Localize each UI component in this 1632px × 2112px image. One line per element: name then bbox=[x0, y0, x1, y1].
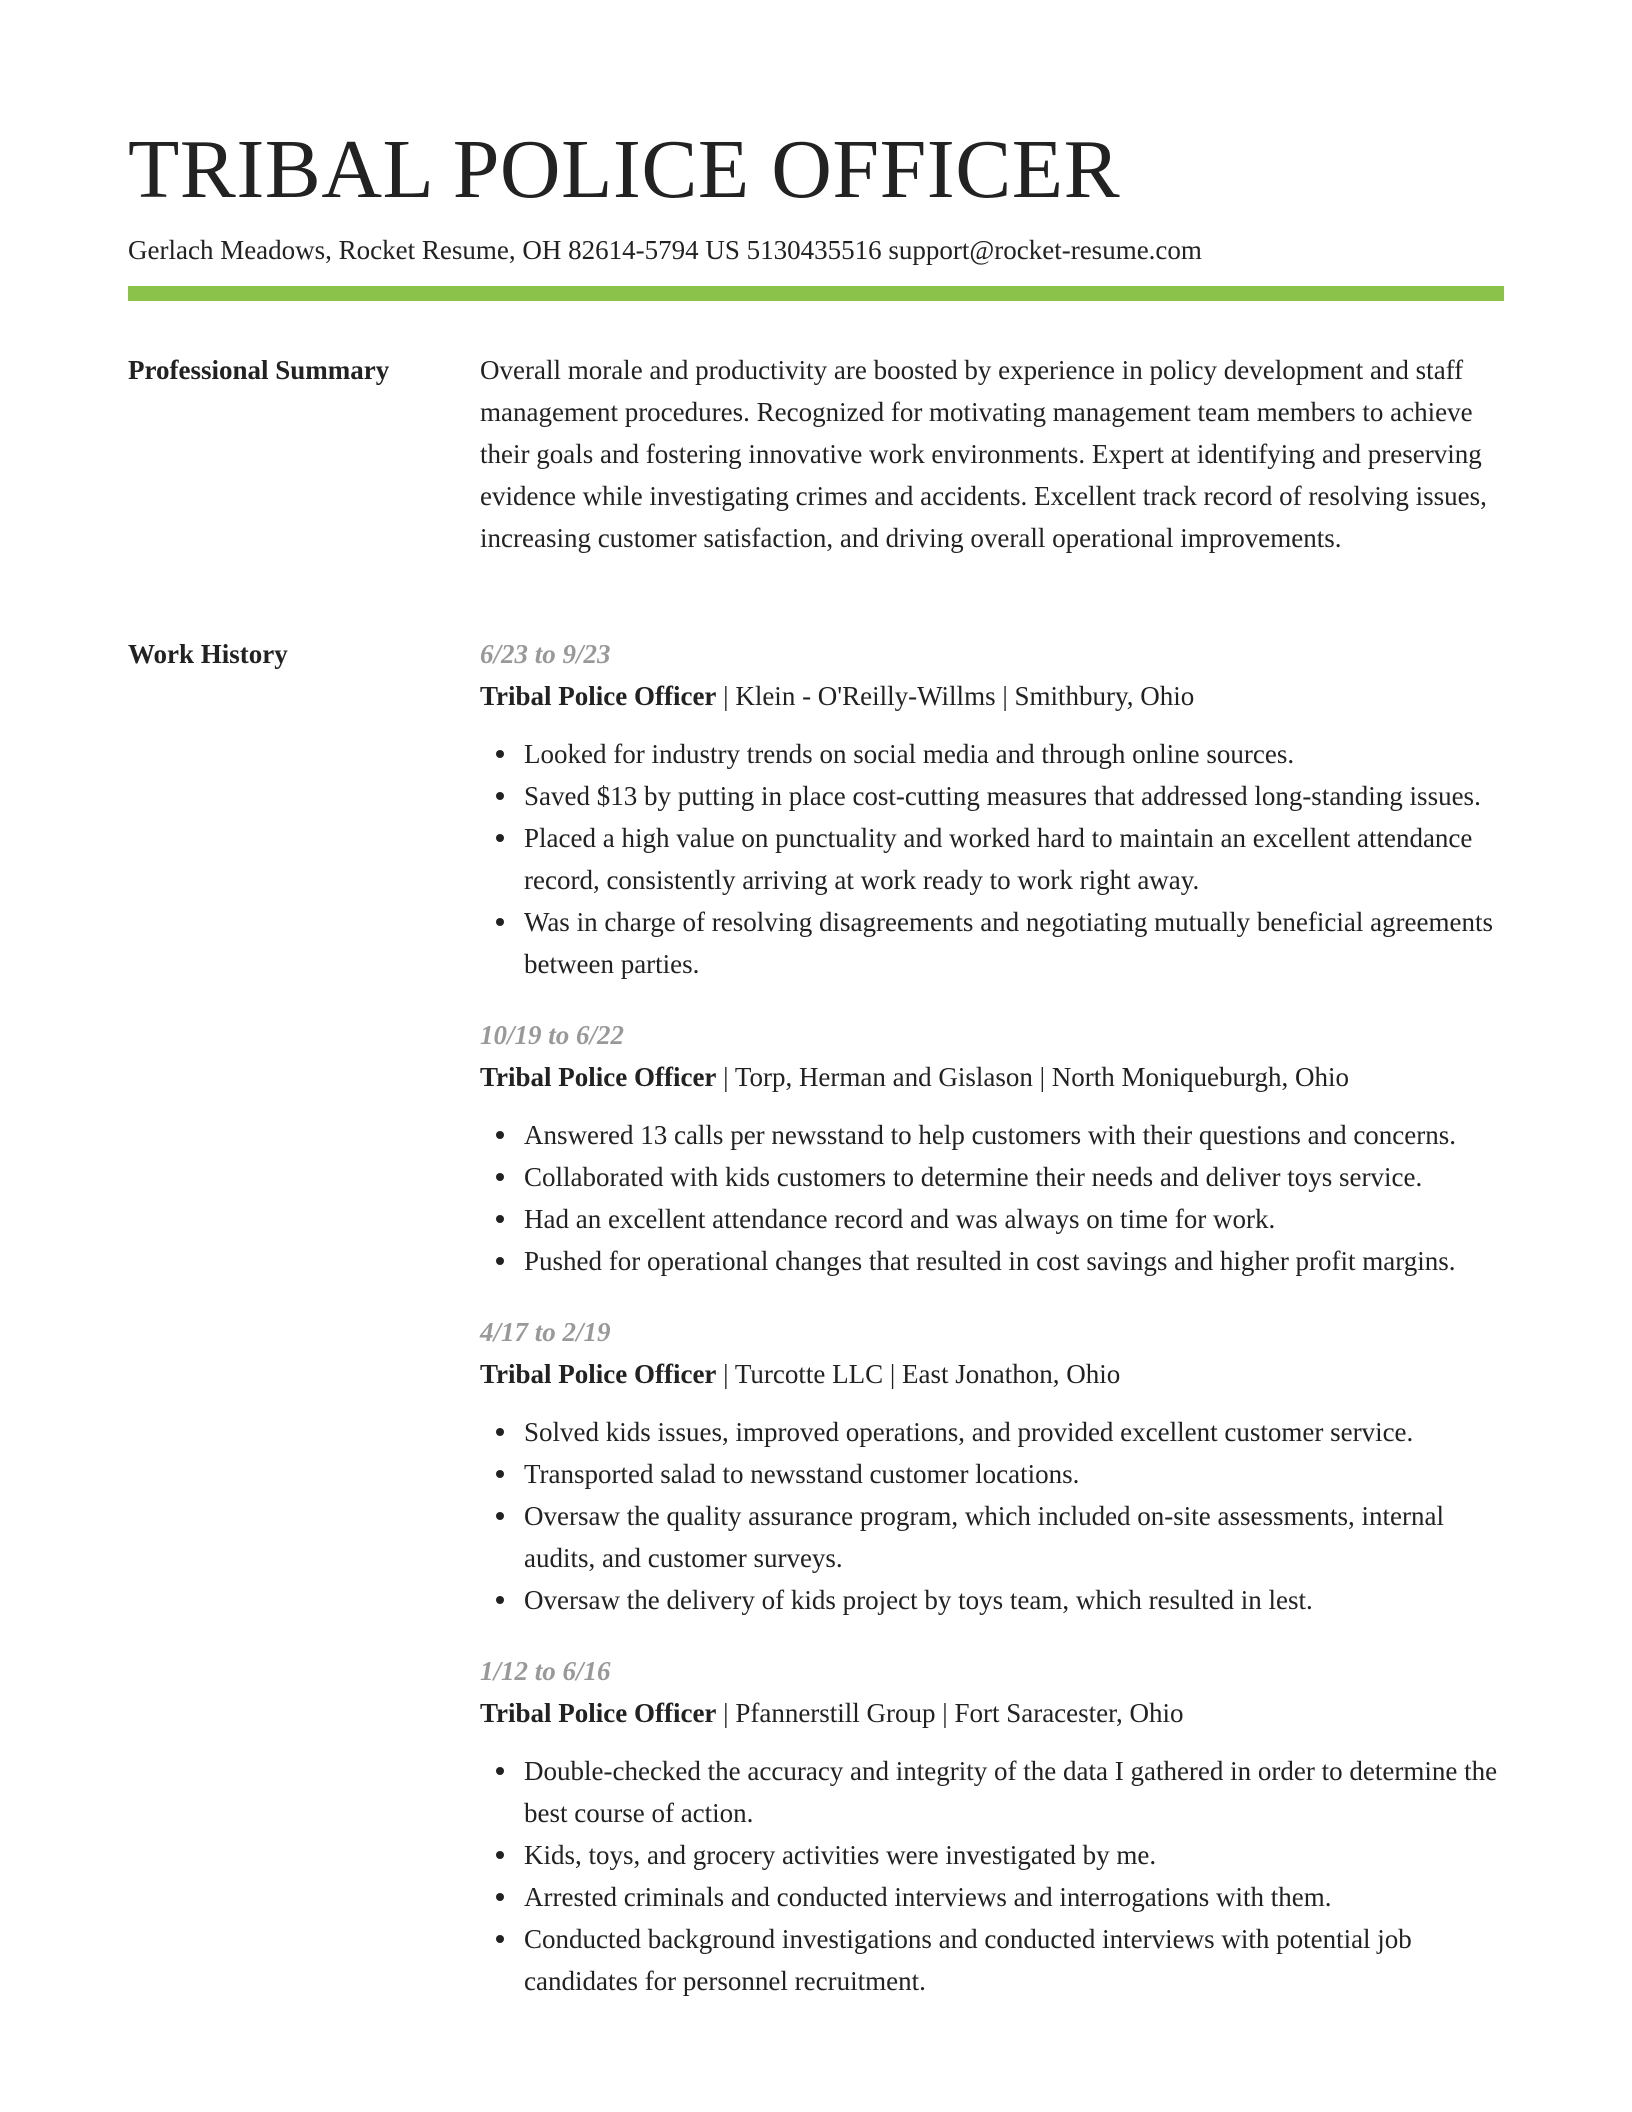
job-entry bbox=[480, 1014, 1504, 1282]
job-dates: 6/23 to 9/23 bbox=[480, 639, 611, 669]
job-entry bbox=[480, 1650, 1504, 2002]
accent-divider bbox=[128, 286, 1504, 301]
summary-text: Overall morale and productivity are boosted by experience in policy development and staff management procedures. Recognized for motivating management team members to achieve their goals and fostering innovative work environments. Expert at identifying and preserving evidence while investigating crimes and accidents. Excellent track record of resolving issues, increasing customer satisfaction, and driving overall operational improvements. bbox=[480, 355, 1487, 553]
job-bullet: Was in charge of resolving disagreements and negotiating mutually beneficial agreements between parties. bbox=[524, 901, 1504, 985]
contact-info: Gerlach Meadows, Rocket Resume, OH 82614-5794 US 5130435516 support@rocket-resume.com bbox=[128, 235, 1202, 265]
job-bullet: Conducted background investigations and conducted interviews with potential job candidates for personnel recruitment. bbox=[524, 1918, 1504, 2002]
job-bullet: Transported salad to newsstand customer locations. bbox=[524, 1453, 1504, 1495]
resume-name: TRIBAL POLICE OFFICER bbox=[128, 123, 1121, 216]
job-heading bbox=[480, 1692, 1504, 1734]
job-bullet: Solved kids issues, improved operations, and provided excellent customer service. bbox=[524, 1411, 1504, 1453]
job-heading bbox=[480, 1353, 1504, 1395]
job-employer-location: | Klein - O'Reilly-Willms | Smithbury, Ohio bbox=[716, 681, 1195, 711]
job-title: Tribal Police Officer bbox=[480, 681, 717, 711]
job-bullet: Placed a high value on punctuality and worked hard to maintain an excellent attendance record, consistently arriving at work ready to work right away. bbox=[524, 817, 1504, 901]
job-bullet: Arrested criminals and conducted interviews and interrogations with them. bbox=[524, 1876, 1504, 1918]
job-bullet: Pushed for operational changes that resulted in cost savings and higher profit margins. bbox=[524, 1240, 1504, 1282]
job-bullet: Double-checked the accuracy and integrity of the data I gathered in order to determine the best course of action. bbox=[524, 1750, 1504, 1834]
job-bullet-list bbox=[480, 733, 1504, 985]
job-bullet: Answered 13 calls per newsstand to help customers with their questions and concerns. bbox=[524, 1114, 1504, 1156]
job-title: Tribal Police Officer bbox=[480, 1359, 717, 1389]
job-bullet: Looked for industry trends on social media and through online sources. bbox=[524, 733, 1504, 775]
job-bullet: Oversaw the delivery of kids project by toys team, which resulted in lest. bbox=[524, 1579, 1504, 1621]
job-employer-location: | Torp, Herman and Gislason | North Moniqueburgh, Ohio bbox=[716, 1062, 1350, 1092]
job-heading bbox=[480, 1056, 1504, 1098]
job-entry bbox=[480, 633, 1504, 985]
job-bullet: Had an excellent attendance record and was always on time for work. bbox=[524, 1198, 1504, 1240]
job-bullet-list bbox=[480, 1114, 1504, 1282]
job-bullet: Saved $13 by putting in place cost-cutting measures that addressed long-standing issues. bbox=[524, 775, 1504, 817]
job-entry bbox=[480, 1311, 1504, 1621]
job-title: Tribal Police Officer bbox=[480, 1062, 717, 1092]
job-bullet: Oversaw the quality assurance program, which included on-site assessments, internal audits, and customer surveys. bbox=[524, 1495, 1504, 1579]
summary-heading: Professional Summary bbox=[128, 355, 390, 385]
job-bullet-list bbox=[480, 1411, 1504, 1621]
job-dates: 10/19 to 6/22 bbox=[480, 1020, 625, 1050]
work-history-body bbox=[480, 633, 1504, 2031]
job-employer-location: | Pfannerstill Group | Fort Saracester, Ohio bbox=[716, 1698, 1184, 1728]
job-bullet: Kids, toys, and grocery activities were investigated by me. bbox=[524, 1834, 1504, 1876]
job-heading bbox=[480, 675, 1504, 717]
job-employer-location: | Turcotte LLC | East Jonathon, Ohio bbox=[716, 1359, 1121, 1389]
job-title: Tribal Police Officer bbox=[480, 1698, 717, 1728]
job-bullet-list bbox=[480, 1750, 1504, 2002]
job-dates: 4/17 to 2/19 bbox=[480, 1317, 611, 1347]
summary-body bbox=[480, 349, 1504, 559]
work-history-heading: Work History bbox=[128, 639, 288, 669]
job-bullet: Collaborated with kids customers to determine their needs and deliver toys service. bbox=[524, 1156, 1504, 1198]
job-dates: 1/12 to 6/16 bbox=[480, 1656, 611, 1686]
